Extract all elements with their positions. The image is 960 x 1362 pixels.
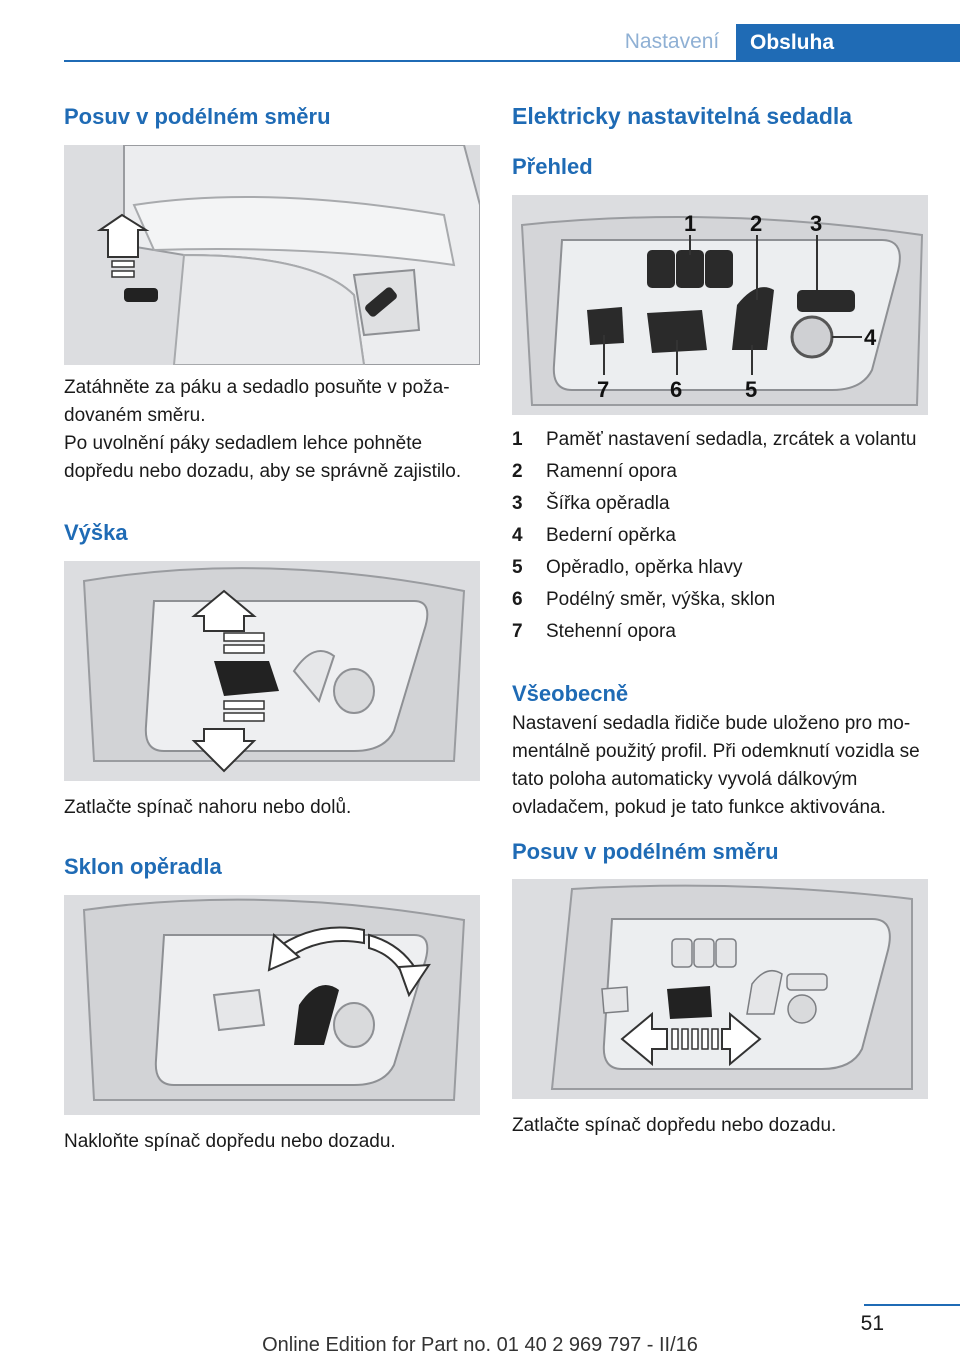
footer-rule: [864, 1304, 960, 1306]
list-item-number: 2: [512, 461, 523, 482]
callout-7: 7: [597, 377, 610, 402]
paragraph-pull-lever: Zatáhněte za páku a sedadlo posuňte v požadovaném směru.: [64, 377, 450, 426]
edition-footer: Online Edition for Part no. 01 40 2 969 797 - II/16: [262, 1334, 698, 1356]
list-item-number: 1: [512, 429, 523, 450]
section-title-backrest: Sklon opěradla: [64, 854, 222, 879]
chapter-title-electric-seats: Elektricky nastavitelná sedadla: [512, 103, 853, 129]
figure-longitudinal-switch: [512, 879, 928, 1099]
list-item-number: 4: [512, 525, 523, 546]
section-title-longitudinal-electric: Posuv v podélném směru: [512, 839, 779, 864]
list-item: [512, 552, 932, 584]
list-item-number: 5: [512, 557, 523, 578]
list-item: [512, 616, 932, 648]
list-item-text: Ramenní opora: [546, 461, 677, 482]
paragraph-press-forward-back: Zatlačte spínač dopředu nebo dozadu.: [512, 1115, 837, 1136]
paragraph-release-lever: Po uvolnění páky sedadlem lehce pohněte dopředu nebo dozadu, aby se správně zajistilo.: [64, 433, 462, 482]
callout-2: 2: [750, 211, 763, 236]
paragraph-tilt-switch: Nakloňte spínač dopředu nebo dozadu.: [64, 1131, 396, 1152]
list-item: [512, 584, 932, 616]
paragraph-memory-profile: Nastavení sedadla řidiče bude uloženo pro momentálně použitý profil. Při odemknutí vozidla se tato poloha automaticky vyvolá dálkovým ovladačem, pokud je tato funkce aktivována.: [512, 713, 920, 818]
callout-5: 5: [745, 377, 758, 402]
section-title-height: Výška: [64, 520, 128, 545]
controls-legend-list: [512, 424, 932, 648]
list-item: [512, 488, 932, 520]
list-item-text: Opěradlo, opěrka hlavy: [546, 557, 743, 578]
list-item-text: Paměť nastavení sedadla, zrcátek a volantu: [546, 429, 917, 450]
list-item: [512, 424, 932, 456]
list-item: [512, 520, 932, 552]
list-item-text: Bederní opěrka: [546, 525, 676, 546]
list-item-number: 6: [512, 589, 523, 610]
tab-nastaveni[interactable]: Nastavení: [624, 30, 720, 53]
tab-obsluha[interactable]: Obsluha: [736, 24, 960, 62]
list-item-number: 7: [512, 621, 523, 642]
callout-6: 6: [670, 377, 683, 402]
figure-seat-lever: [64, 145, 480, 365]
section-title-overview: Přehled: [512, 154, 593, 179]
list-item: [512, 456, 932, 488]
section-title-general: Všeobecně: [512, 681, 629, 706]
figure-height-switch: [64, 561, 480, 781]
header-rule: [64, 60, 960, 62]
callout-1: 1: [684, 211, 697, 236]
list-item-text: Stehenní opora: [546, 621, 676, 642]
callout-3: 3: [810, 211, 823, 236]
list-item-number: 3: [512, 493, 523, 514]
figure-seat-controls-overview: [512, 195, 928, 415]
list-item-text: Šířka opěradla: [546, 493, 670, 514]
list-item-text: Podélný směr, výška, sklon: [546, 589, 776, 610]
paragraph-press-switch: Zatlačte spínač nahoru nebo dolů.: [64, 797, 352, 818]
figure-backrest-switch: [64, 895, 480, 1115]
page-number: 51: [860, 1312, 884, 1335]
section-title-longitudinal: Posuv v podélném směru: [64, 104, 331, 129]
callout-4: 4: [864, 325, 877, 350]
